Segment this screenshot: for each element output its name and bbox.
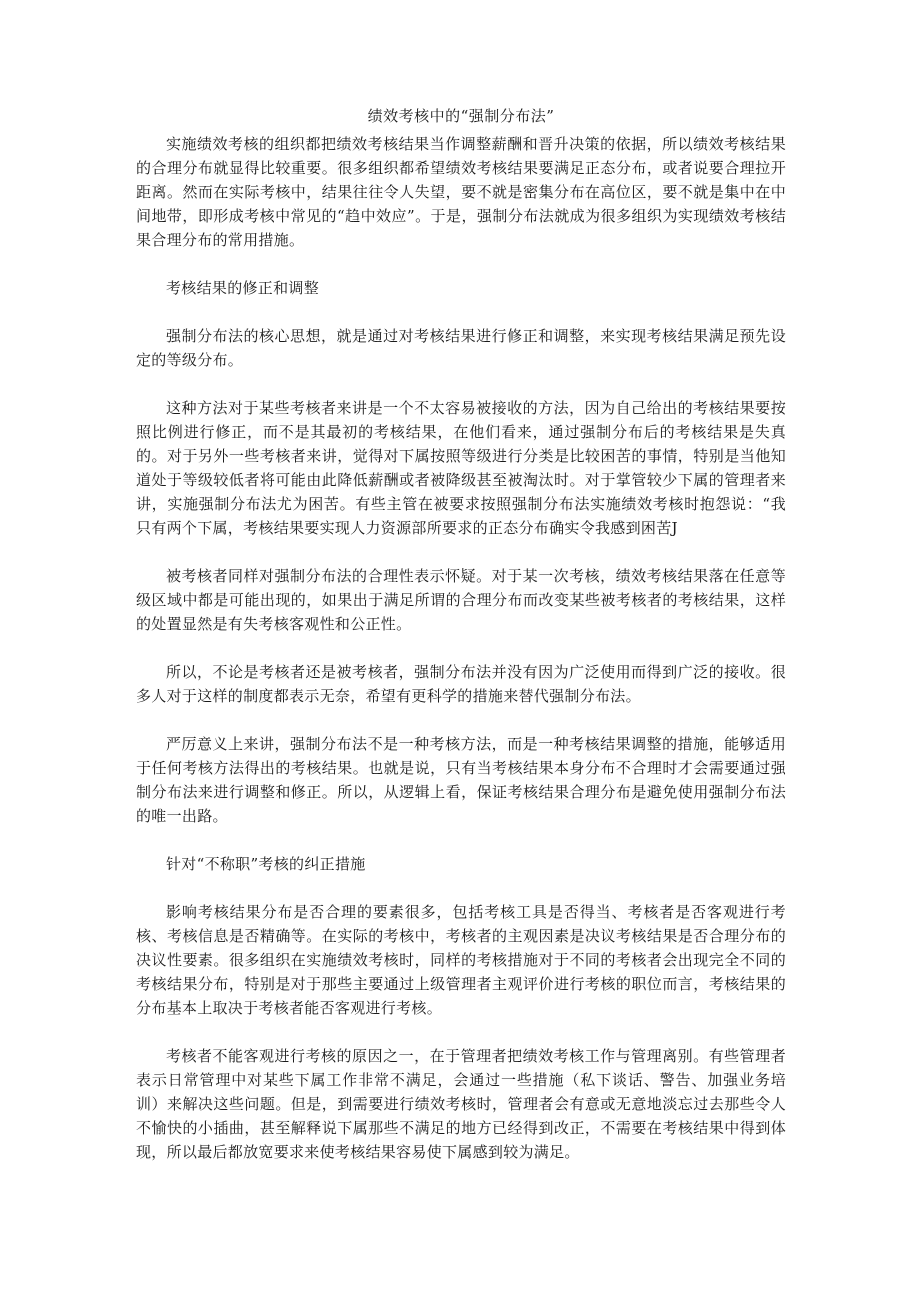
paragraph-gap	[136, 708, 786, 732]
document-title: 绩效考核中的“强制分布法”	[367, 107, 555, 125]
paragraph-gap	[136, 828, 786, 852]
paragraph-intro: 实施绩效考核的组织都把绩效考核结果当作调整薪酬和晋升决策的依据，所以绩效考核结果的合理分布就显得比较重要。很多组织都希望绩效考核结果要满足正态分布，或者说要合理拉开距离。然而在实际考核中，结果往往令人失望，要不就是密集分布在高位区，要不就是集中在中间地带，即形成考核中常见的“趋中效应”。于是，强制分布法就成为很多组织为实现绩效考核结果合理分布的常用措施。	[136, 135, 786, 249]
paragraph-gap	[136, 636, 786, 660]
section-heading-adjustment: 考核结果的修正和调整	[166, 279, 320, 297]
document-page	[136, 104, 786, 1164]
paragraph-factors: 影响考核结果分布是否合理的要素很多，包括考核工具是否得当、考核者是否客观进行考核、考核信息是否精确等。在实际的考核中，考核者的主观因素是决议考核结果是否合理分布的决议性要素。很多组织在实施绩效考核时，同样的考核措施对于不同的考核者会出现完全不同的考核结果分布，特别是对于那些主要通过上级管理者主观评价进行考核的职位而言，考核结果的分布基本上取决于考核者能否客观进行考核。	[136, 903, 786, 1017]
paragraph-gap	[136, 876, 786, 900]
paragraph-gap	[136, 540, 786, 564]
paragraph-not-accepted: 所以，不论是考核者还是被考核者，强制分布法并没有因为广泛使用而得到广泛的接收。很多人对于这样的制度都表示无奈，希望有更科学的措施来替代强制分布法。	[136, 663, 786, 705]
paragraph-gap	[136, 372, 786, 396]
paragraph-core-idea: 强制分布法的核心思想，就是通过对考核结果进行修正和调整，来实现考核结果满足预先设定的等级分布。	[136, 327, 786, 369]
paragraph-strict-sense: 严厉意义上来讲，强制分布法不是一种考核方法，而是一种考核结果调整的措施，能够适用于任何考核方法得出的考核结果。也就是说，只有当考核结果本身分布不合理时才会需要通过强制分布法来进行调整和修正。所以，从逻辑上看，保证考核结果合理分布是避免使用强制分布法的唯一出路。	[136, 735, 786, 825]
paragraph-doubt: 被考核者同样对强制分布法的合理性表示怀疑。对于某一次考核，绩效考核结果落在任意等级区域中都是可能出现的，如果出于满足所谓的合理分布而改变某些被考核者的考核结果，这样的处置显然是有失考核客观性和公正性。	[136, 567, 786, 633]
paragraph-gap	[136, 300, 786, 324]
paragraph-method-acceptance: 这种方法对于某些考核者来讲是一个不太容易被接收的方法，因为自己给出的考核结果要按照比例进行修正，而不是其最初的考核结果，在他们看来，通过强制分布后的考核结果是失真的。对于另外一些考核者来讲，觉得对下属按照等级进行分类是比较困苦的事情，特别是当他知道处于等级较低者将可能由此降低薪酬或者被降级甚至被淘汰时。对于掌管较少下属的管理者来讲，实施强制分布法尤为困苦。有些主管在被要求按照强制分布法实施绩效考核时抱怨说：“我只有两个下属，考核结果要实现人力资源部所要求的正态分布确实令我感到困苦J	[136, 399, 786, 537]
paragraph-reasons: 考核者不能客观进行考核的原因之一，在于管理者把绩效考核工作与管理离别。有些管理者表示日常管理中对某些下属工作非常不满足，会通过一些措施（私下谈话、警告、加强业务培训）来解决这些问题。但是，到需要进行绩效考核时，管理者会有意或无意地淡忘过去那些令人不愉快的小插曲，甚至解释说下属那些不满足的地方已经得到改正，不需要在考核结果中得到体现，所以最后都放宽要求来使考核结果容易使下属感到较为满足。	[136, 1047, 786, 1161]
section-heading-corrective: 针对“不称职”考核的纠正措施	[166, 855, 366, 873]
paragraph-gap	[136, 1020, 786, 1044]
paragraph-gap	[136, 252, 786, 276]
